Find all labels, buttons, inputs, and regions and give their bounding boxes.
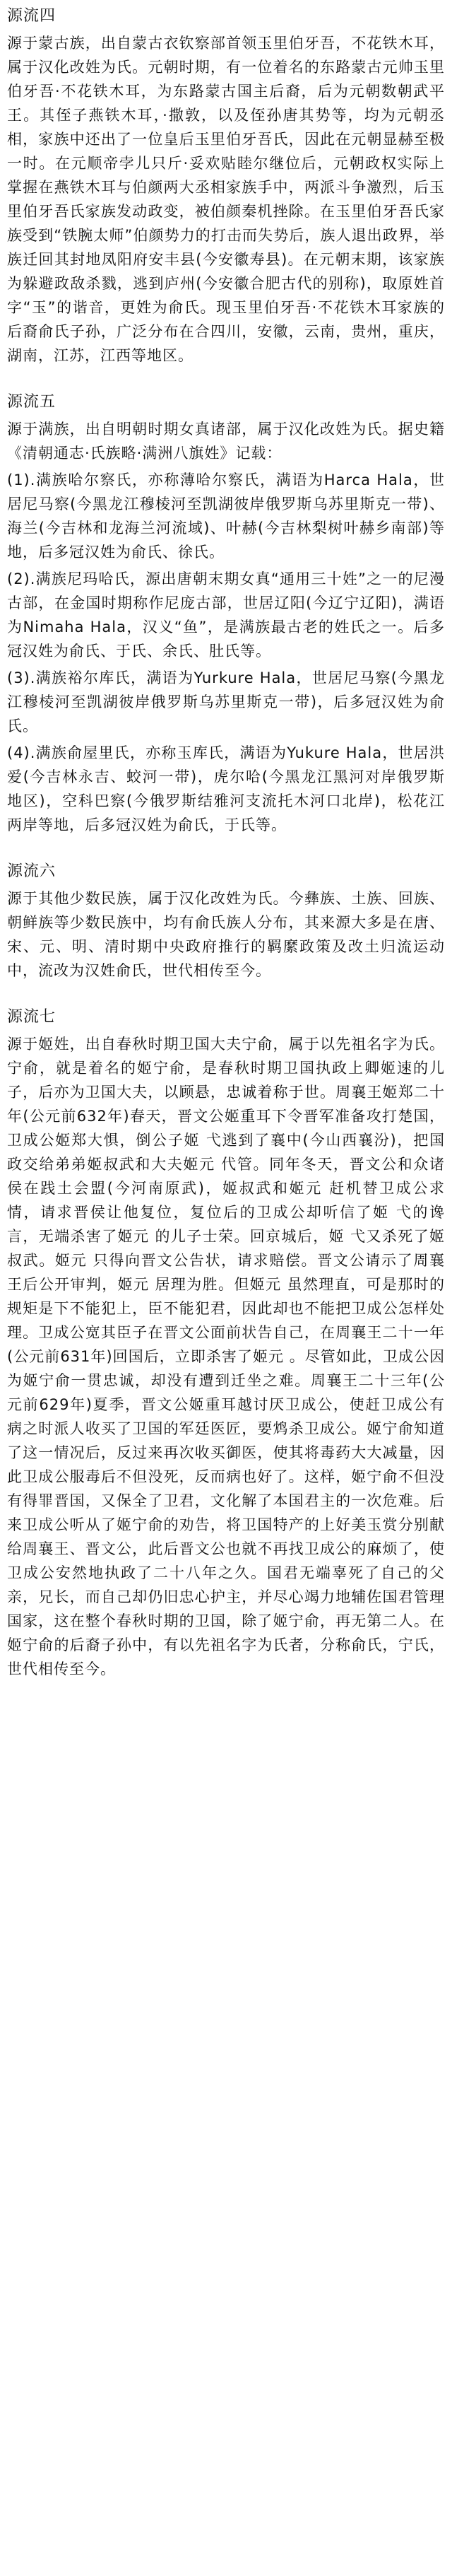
section-origin-6	[7, 860, 445, 983]
section-gap	[7, 847, 445, 860]
section-paragraph: (2).满族尼玛哈氏，源出唐朝末期女真“通用三十姓”之一的尼漫古部，在金国时期称作尼庞古部，世居辽阳(今辽宁辽阳)，满语为Nimaha Hala，汉义“鱼”，是满族最古老的姓氏之一。后多冠汉姓为俞氏、于氏、余氏、肚氏等。	[7, 570, 445, 660]
section-heading: 源流七	[7, 1008, 56, 1026]
section-origin-7	[7, 1005, 445, 1681]
section-origin-5	[7, 390, 445, 837]
section-paragraph: 源于其他少数民族，属于汉化改姓为氏。今彝族、土族、回族、朝鲜族等少数民族中，均有俞氏族人分布，其来源大多是在唐、宋、元、明、清时期中央政府推行的羁縻政策及改土归流运动中，流改为汉姓俞氏，世代相传至今。	[7, 890, 445, 979]
section-gap	[7, 377, 445, 390]
section-paragraph: (1).满族哈尔察氏，亦称薄哈尔察氏，满语为Harca Hala，世居尼马察(今黑龙江穆棱河至凯湖彼岸俄罗斯乌苏里斯克一带)、海兰(今吉林和龙海兰河流域)、叶赫(今吉林梨树叶赫乡南部)等地，后多冠汉姓为俞氏、徐氏。	[7, 472, 445, 561]
section-heading: 源流五	[7, 393, 56, 411]
section-origin-4	[7, 4, 445, 368]
section-heading: 源流六	[7, 862, 56, 880]
section-paragraph: 源于蒙古族，出自蒙古衣钦察部首领玉里伯牙吾，不花铁木耳，属于汉化改姓为氏。元朝时期，有一位着名的东路蒙古元帅玉里伯牙吾·不花铁木耳，为东路蒙古国主后裔，后为元朝数朝武平王。其侄子燕铁木耳，·撒敦，以及侄孙唐其势等，均为元朝丞相，家族中还出了一位皇后玉里伯牙吾氏，因此在元朝显赫至极一时。在元顺帝孛儿只斤·妥欢贴睦尔继位后，元朝政权实际上掌握在燕铁木耳与伯颜两大丞相家族手中，两派斗争激烈，后玉里伯牙吾氏家族发动政变，被伯颜秦机挫除。在玉里伯牙吾氏家族受到“铁腕太师”伯颜势力的打击而失势后，族人退出政界，举族迁回其封地凤阳府安丰县(今安徽寿县)。在元朝末期，该家族为躲避政敌杀戮，逃到庐州(今安徽合肥古代的别称)，取原姓首字“玉”的谐音，更姓为俞氏。现玉里伯牙吾·不花铁木耳家族的后裔俞氏子孙，广泛分布在合四川，安徽，云南，贵州，重庆，湖南，江苏，江西等地区。	[7, 35, 445, 364]
section-gap	[7, 993, 445, 1005]
section-paragraph: (3).满族裕尔库氏，满语为Yurkure Hala，世居尼马察(今黑龙江穆棱河至凯湖彼岸俄罗斯乌苏里斯克一带)，后多冠汉姓为俞氏。	[7, 669, 445, 734]
section-paragraph: 源于姬姓，出自春秋时期卫国大夫宁俞，属于以先祖名字为氏。宁俞，就是着名的姬宁俞，是春秋时期卫国执政上卿姬速的儿子，后亦为卫国大夫，以顾悬，忠诚着称于世。周襄王姬郑二十年(公元前632年)春天，晋文公姬重耳下令晋军准备攻打楚国，卫成公姬郑大惧，倒公子姬 弋逃到了襄中(今山西襄汾)，把国政交给弟弟姬叔武和大夫姬元 代管。同年冬天，晋文公和众诸侯在践土会盟(今河南原武)，姬叔武和姬元 赶机替卫成公求情，请求晋侯让他复位，复位后的卫成公却听信了姬 弋的谗言，无端杀害了姬元 的儿子士荣。回京城后，姬 弋又杀死了姬叔武。姬元 只得向晋文公告状，请求赔偿。晋文公请示了周襄王后公开审判，姬元 居理为胜。但姬元 虽然理直，可是那时的规矩是下不能犯上，臣不能犯君，因此却也不能把卫成公怎样处理。卫成公宽其臣子在晋文公面前状告自己，在周襄王二十一年(公元前631年)回国后，立即杀害了姬元 。尽管如此，卫成公因为姬宁俞一贯忠诚，却没有遭到迁坐之难。周襄王二十三年(公元前629年)夏季，晋文公姬重耳越讨厌卫成公，使赶卫成公有病之时派人收买了卫国的军廷医匠，要鸩杀卫成公。姬宁俞知道了这一情况后，反过来再次收买御医，使其将毒药大大减量，因此卫成公服毒后不但没死，反而病也好了。这样，姬宁俞不但没有得罪晋国，又保全了卫君，文化解了本国君主的一次危难。后来卫成公听从了姬宁俞的劝告，将卫国特产的上好美玉赏分别献给周襄王、晋文公，此后晋文公也就不再找卫成公的麻烦了，使卫成公安然地执政了二十八年之久。国君无端辜死了自己的父亲，兄长，而自己却仍旧忠心护主，并尽心竭力地辅佐国君管理国家，这在整个春秋时期的卫国，除了姬宁俞，再无第二人。在姬宁俞的后裔子孙中，有以先祖名字为氏者，分称俞氏，宁氏，世代相传至今。	[7, 1036, 445, 1678]
section-paragraph: (4).满族俞屋里氏，亦称玉库氏，满语为Yukure Hala，世居洪爱(今吉林永吉、蛟河一带)，虎尔哈(今黑龙江黑河对岸俄罗斯地区)，空科巴察(今俄罗斯结雅河支流托木河口北岸)，松花江两岸等地，后多冠汉姓为俞氏，于氏等。	[7, 744, 445, 833]
section-paragraph: 源于满族，出自明朝时期女真诸部，属于汉化改姓为氏。据史籍《清朝通志·氏族略·满洲八旗姓》记载：	[7, 421, 445, 462]
section-heading: 源流四	[7, 7, 56, 25]
